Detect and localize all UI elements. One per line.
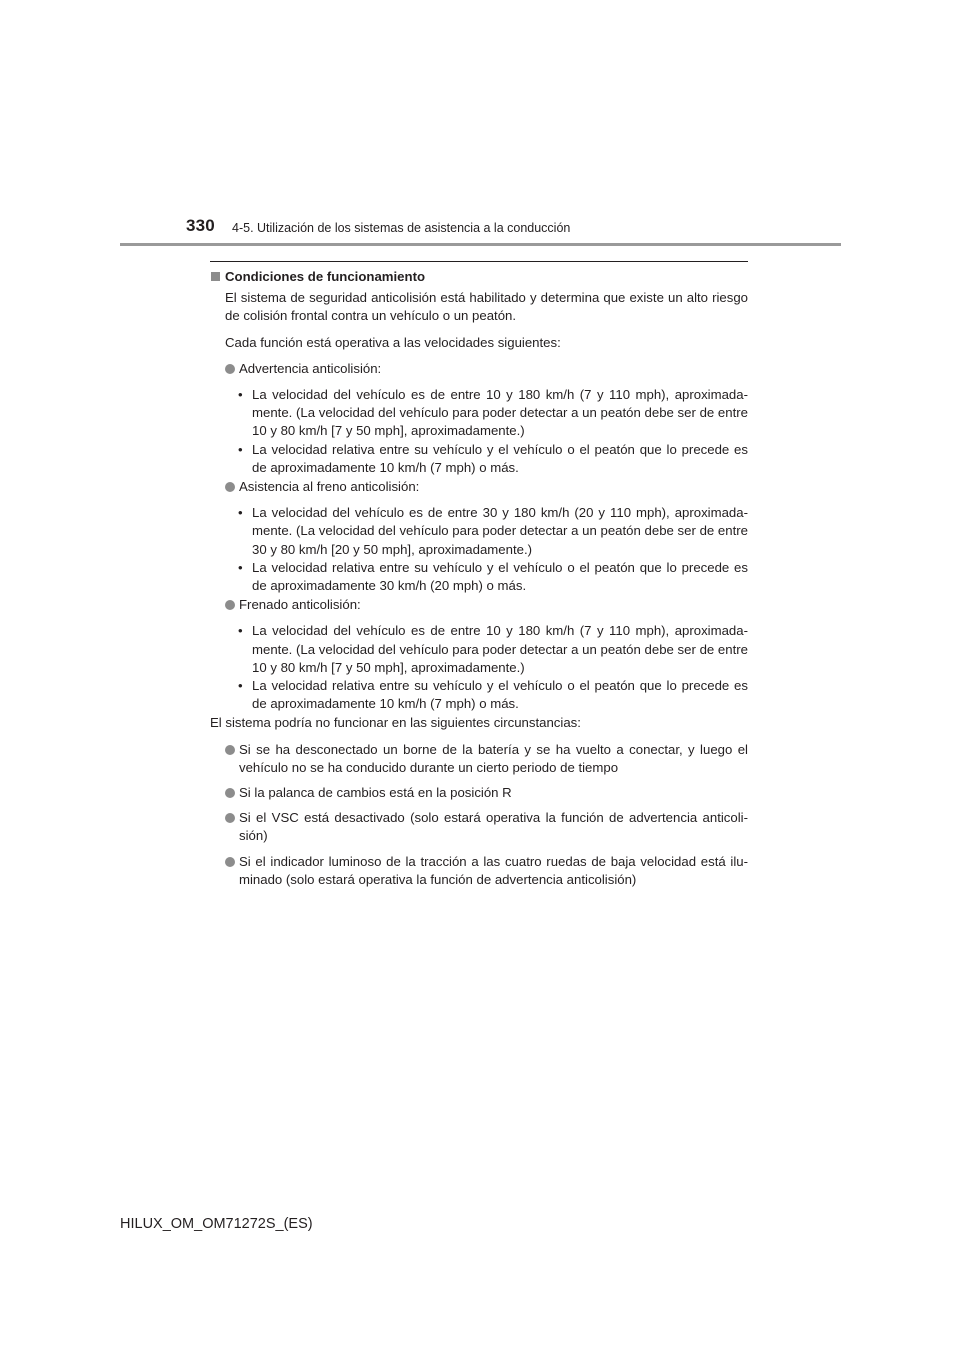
function-conditions [210, 621, 748, 714]
circumstance-item: Si el VSC está desactivado (solo estará operativa la función de advertencia anticoli-sión) [210, 809, 748, 845]
page-number: 330 [186, 216, 215, 235]
dot-marker: • [238, 623, 243, 639]
dot-marker: • [238, 678, 243, 694]
function-label: Frenado anticolisión: [239, 597, 361, 613]
heading-text: Condiciones de funcionamiento [225, 269, 426, 284]
function-item [210, 596, 748, 614]
function-item [210, 478, 748, 496]
circle-bullet-icon [225, 788, 235, 798]
section-title: 4-5. Utilización de los sistemas de asistencia a la conducción [232, 221, 571, 235]
condition-item: • La velocidad relativa entre su vehículo y el vehículo o el peatón que lo precede es de aproximadamente 10 km/h (7 mph) o más. [238, 678, 748, 712]
function-conditions [210, 385, 748, 478]
dot-marker: • [238, 559, 243, 575]
intro-paragraph: El sistema de seguridad anticolisión está habilitado y determina que existe un alto riesgo de colisión frontal contra un vehículo o un peatón. [225, 290, 748, 324]
speeds-intro: Cada función está operativa a las velocidades siguientes: [225, 334, 561, 350]
circumstance-item: Si se ha desconectado un borne de la batería y se ha vuelto a conectar, y luego el vehículo no se ha conducido durante un cierto periodo de tiempo [210, 741, 748, 777]
function-label: Advertencia anticolisión: [239, 360, 382, 376]
condition-item: • La velocidad relativa entre su vehículo y el vehículo o el peatón que lo precede es de aproximadamente 10 km/h (7 mph) o más. [238, 441, 748, 475]
circle-bullet-icon [225, 813, 235, 823]
dot-marker: • [238, 441, 243, 457]
section-heading [210, 268, 748, 286]
circumstance-item: Si el indicador luminoso de la tracción a las cuatro ruedas de baja velocidad está ilu-minado (solo estará operativa la función de advertencia anticolisión) [210, 853, 748, 889]
circle-bullet-icon [225, 857, 235, 867]
content-body [210, 268, 748, 896]
condition-item: • La velocidad relativa entre su vehículo y el vehículo o el peatón que lo precede es de aproximadamente 30 km/h (20 mph) o más. [238, 559, 748, 594]
content-divider [210, 261, 748, 262]
condition-item: • La velocidad del vehículo es de entre 30 y 180 km/h (20 y 110 mph), aproximada-mente. (La velocidad del vehículo para poder detectar a un peatón debe ser de entre 30 y 80 km/h [20 y 50 mph], aproximadamente.) [238, 505, 748, 557]
circle-bullet-icon [225, 600, 235, 610]
circumstance-item: Si la palanca de cambios está en la posición R [210, 784, 748, 802]
condition-item: • La velocidad del vehículo es de entre 10 y 180 km/h (7 y 110 mph), aproximada-mente. (La velocidad del vehículo para poder detectar a un peatón debe ser de entre 10 y 80 km/h [7 y 50 mph], aproximadamente.) [238, 623, 748, 675]
condition-item: • La velocidad del vehículo es de entre 10 y 180 km/h (7 y 110 mph), aproximada-mente. (La velocidad del vehículo para poder detectar a un peatón debe ser de entre 10 y 80 km/h [7 y 50 mph], aproximadamente.) [238, 387, 748, 439]
function-label: Asistencia al freno anticolisión: [239, 479, 420, 495]
document-code: HILUX_OM_OM71272S_(ES) [120, 1216, 313, 1232]
function-item [210, 360, 748, 378]
circle-bullet-icon [225, 745, 235, 755]
circumstances-intro: El sistema podría no funcionar en las siguientes circunstancias: [210, 715, 581, 731]
dot-marker: • [238, 387, 243, 403]
header-divider [120, 243, 841, 246]
function-conditions [210, 503, 748, 596]
square-bullet-icon [211, 272, 220, 281]
circle-bullet-icon [225, 482, 235, 492]
circle-bullet-icon [225, 364, 235, 374]
dot-marker: • [238, 505, 243, 521]
